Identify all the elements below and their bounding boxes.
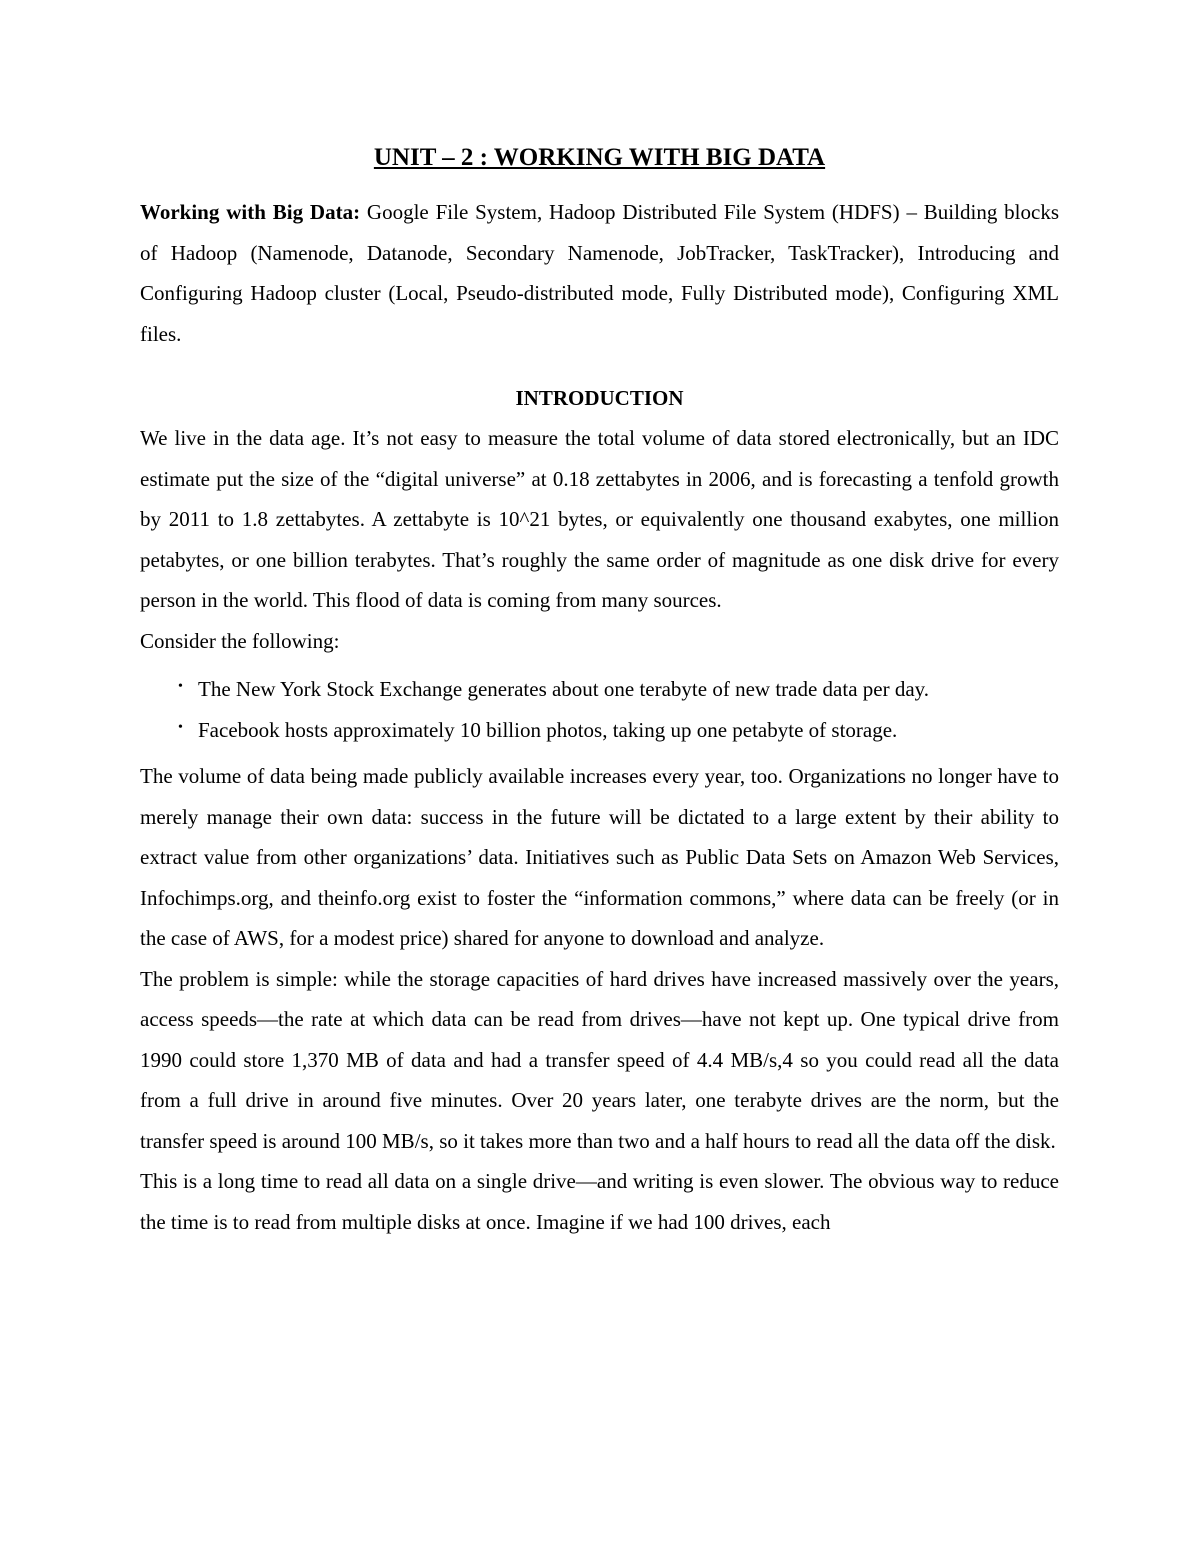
list-item-text: The New York Stock Exchange generates about one terabyte of new trade data per day. <box>198 677 930 701</box>
intro-paragraph-2: The volume of data being made publicly available increases every year, too. Organizations no longer have to merely manage their own data: success in the future will be dictated to a large extent by their ability to extract value from other organizations’ data. Initiatives such as Public Data Sets on Amazon Web Services, Infochimps.org, and theinfo.org exist to foster the “information commons,” where data can be freely (or in the case of AWS, for a modest price) shared for anyone to download and analyze. <box>140 764 1059 950</box>
bullet-icon: • <box>178 679 183 694</box>
list-item <box>178 710 1059 751</box>
consider-line: Consider the following: <box>140 628 340 653</box>
intro-paragraph-4: This is a long time to read all data on a single drive—and writing is even slower. The obvious way to reduce the time is to read from multiple disks at once. Imagine if we had 100 drives, each <box>140 1169 1059 1234</box>
intro-paragraph-1: We live in the data age. It’s not easy to measure the total volume of data stored electronically, but an IDC estimate put the size of the “digital universe” at 0.18 zettabytes in 2006, and is forecasting a tenfold growth by 2011 to 1.8 zettabytes. A zettabyte is 10^21 bytes, or equivalently one thousand exabytes, one million petabytes, or one billion terabytes. That’s roughly the same order of magnitude as one disk drive for every person in the world. This flood of data is coming from many sources. <box>140 426 1059 612</box>
bullet-list <box>140 669 1059 750</box>
document-page <box>140 138 1059 1242</box>
list-item-text: Facebook hosts approximately 10 billion photos, taking up one petabyte of storage. <box>198 717 898 742</box>
page-title: UNIT – 2 : WORKING WITH BIG DATA <box>373 144 826 171</box>
syllabus-lead: Working with Big Data: <box>140 200 361 224</box>
intro-paragraph-3: The problem is simple: while the storage capacities of hard drives have increased massively over the years, access speeds—the rate at which data can be read from drives—have not kept up. One typical drive from 1990 could store 1,370 MB of data and had a transfer speed of 4.4 MB/s,4 so you could read all the data from a full drive in around five minutes. Over 20 years later, one terabyte drives are the norm, but the transfer speed is around 100 MB/s, so it takes more than two and a half hours to read all the data off the disk. <box>140 966 1059 1153</box>
syllabus-text: Google File System, Hadoop Distributed File System (HDFS) – Building blocks of Hadoop (Namenode, Datanode, Secondary Namenode, JobTracker, TaskTracker), Introducing and Configuring Hadoop cluster (Local, Pseudo-distributed mode, Fully Distributed mode), Configuring XML files. <box>140 200 1059 346</box>
section-heading-introduction: INTRODUCTION <box>515 386 684 410</box>
list-item <box>178 669 1059 710</box>
bullet-icon: • <box>178 719 183 735</box>
syllabus-paragraph <box>140 192 1059 354</box>
